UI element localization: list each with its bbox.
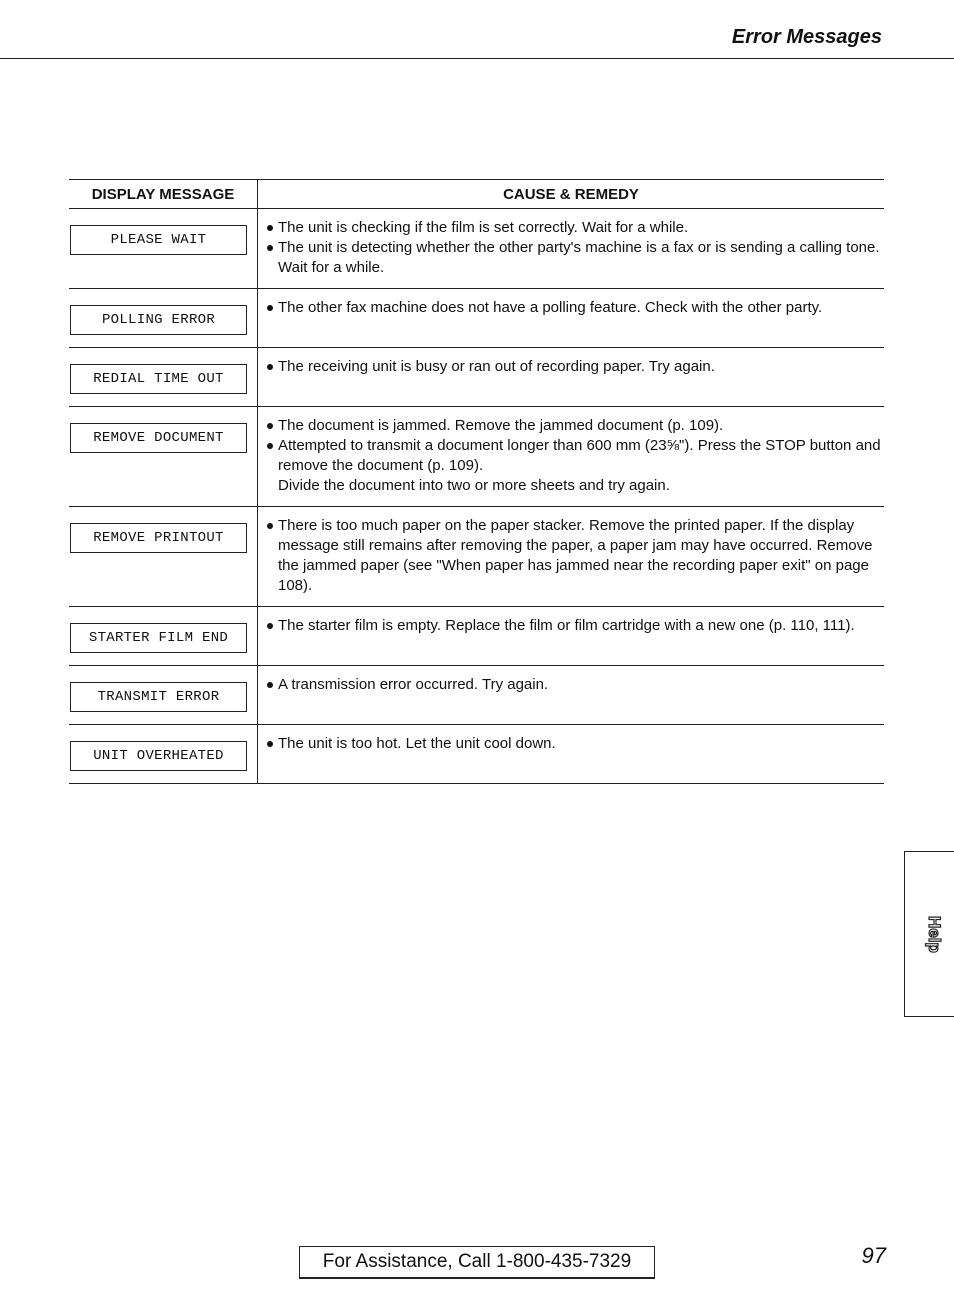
display-message: REMOVE DOCUMENT bbox=[70, 423, 247, 453]
remedy-item: The other fax machine does not have a polling feature. Check with the other party. bbox=[266, 298, 884, 318]
table-row bbox=[69, 209, 884, 289]
remedy-list bbox=[258, 218, 884, 278]
display-message: PLEASE WAIT bbox=[70, 225, 247, 255]
remedy-item: The unit is detecting whether the other party's machine is a fax or is sending a calling tone. Wait for a while. bbox=[266, 238, 884, 278]
display-message: POLLING ERROR bbox=[70, 305, 247, 335]
display-message: UNIT OVERHEATED bbox=[70, 741, 247, 771]
remedy-list bbox=[258, 616, 884, 636]
page-section-title: Error Messages bbox=[731, 26, 882, 48]
remedy-item-continuation: Divide the document into two or more sheets and try again. bbox=[278, 477, 670, 494]
error-messages-table bbox=[69, 179, 884, 784]
column-header-cause-remedy: CAUSE & REMEDY bbox=[258, 180, 885, 209]
remedy-item: A transmission error occurred. Try again. bbox=[266, 675, 884, 695]
help-tab-label: Help bbox=[925, 915, 944, 953]
column-header-display-message: DISPLAY MESSAGE bbox=[69, 180, 258, 209]
remedy-list bbox=[258, 357, 884, 377]
assistance-banner: For Assistance, Call 1-800-435-7329 bbox=[299, 1246, 655, 1279]
remedy-item: The unit is too hot. Let the unit cool down. bbox=[266, 734, 884, 754]
remedy-list bbox=[258, 416, 884, 496]
remedy-item: The unit is checking if the film is set correctly. Wait for a while. bbox=[266, 218, 884, 238]
remedy-list bbox=[258, 734, 884, 754]
table-row bbox=[69, 607, 884, 666]
display-message: STARTER FILM END bbox=[70, 623, 247, 653]
remedy-item: Attempted to transmit a document longer than 600 mm (23⅝"). Press the STOP button and remove the document (p. 109). bbox=[266, 436, 884, 476]
table-row bbox=[69, 289, 884, 348]
table-row bbox=[69, 666, 884, 725]
remedy-item: The receiving unit is busy or ran out of recording paper. Try again. bbox=[266, 357, 884, 377]
display-message: REDIAL TIME OUT bbox=[70, 364, 247, 394]
remedy-item: The starter film is empty. Replace the film or film cartridge with a new one (p. 110, 111). bbox=[266, 616, 884, 636]
table-header-row bbox=[69, 180, 884, 209]
page-number: 97 bbox=[861, 1243, 886, 1268]
header-rule bbox=[0, 58, 954, 59]
table-row bbox=[69, 507, 884, 607]
remedy-list bbox=[258, 516, 884, 596]
display-message: REMOVE PRINTOUT bbox=[70, 523, 247, 553]
remedy-list bbox=[258, 298, 884, 318]
table-row bbox=[69, 348, 884, 407]
remedy-item: The document is jammed. Remove the jammed document (p. 109). bbox=[266, 416, 884, 436]
remedy-item: There is too much paper on the paper stacker. Remove the printed paper. If the display message still remains after removing the paper, a paper jam may have occurred. Remove the jammed paper (see "When paper has jammed near the recording paper exit" on page 108). bbox=[266, 516, 884, 596]
table-row bbox=[69, 407, 884, 507]
remedy-list bbox=[258, 675, 884, 695]
table-row bbox=[69, 725, 884, 784]
display-message: TRANSMIT ERROR bbox=[70, 682, 247, 712]
help-section-tab bbox=[904, 851, 954, 1017]
